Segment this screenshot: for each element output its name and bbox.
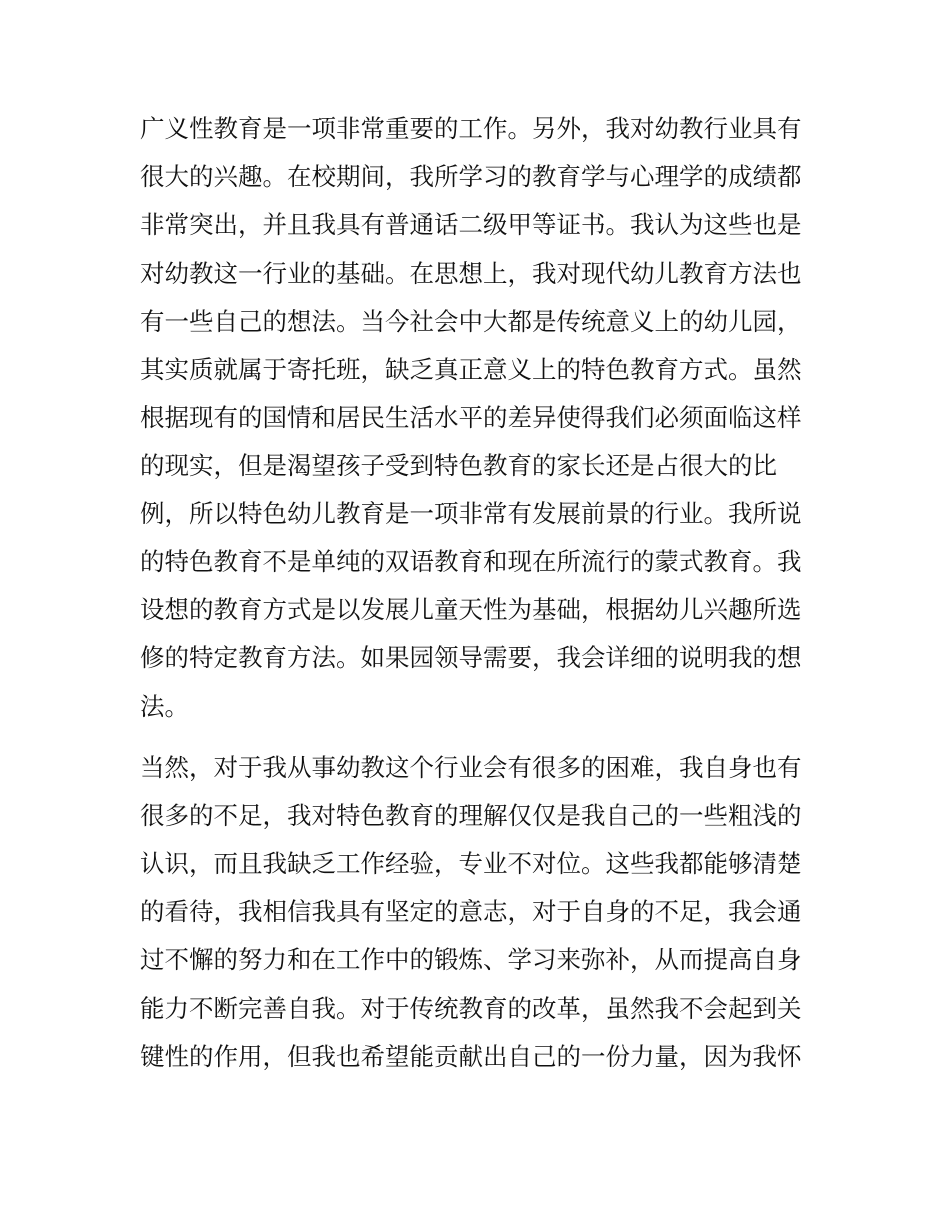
text-line: 很多的不足，我对特色教育的理解仅仅是我自己的一些粗浅的 (140, 801, 802, 830)
text-line: 很大的兴趣。在校期间，我所学习的教育学与心理学的成绩都 (140, 162, 802, 191)
text-line: 法。 (140, 692, 189, 721)
text-line: 的现实，但是渴望孩子受到特色教育的家长还是占很大的比 (140, 451, 777, 480)
text-line: 当然，对于我从事幼教这个行业会有很多的困难，我自身也有 (140, 753, 802, 782)
text-line: 过不懈的努力和在工作中的锻炼、学习来弥补，从而提高自身 (140, 945, 802, 974)
text-line: 键性的作用，但我也希望能贡献出自己的一份力量，因为我怀 (140, 1042, 802, 1071)
text-line: 例，所以特色幼儿教育是一项非常有发展前景的行业。我所说 (140, 499, 802, 528)
text-line: 其实质就属于寄托班，缺乏真正意义上的特色教育方式。虽然 (140, 355, 802, 384)
text-line: 认识，而且我缺乏工作经验，专业不对位。这些我都能够清楚 (140, 849, 802, 878)
text-line: 修的特定教育方法。如果园领导需要，我会详细的说明我的想 (140, 643, 802, 672)
text-line: 设想的教育方式是以发展儿童天性为基础，根据幼儿兴趣所选 (140, 595, 802, 624)
text-line: 非常突出，并且我具有普通话二级甲等证书。我认为这些也是 (140, 210, 802, 239)
text-line: 根据现有的国情和居民生活水平的差异使得我们必须面临这样 (140, 403, 802, 432)
text-line: 有一些自己的想法。当今社会中大都是传统意义上的幼儿园， (140, 307, 802, 336)
text-line: 能力不断完善自我。对于传统教育的改革，虽然我不会起到关 (140, 994, 802, 1023)
text-line: 的看待，我相信我具有坚定的意志，对于自身的不足，我会通 (140, 897, 802, 926)
text-line: 对幼教这一行业的基础。在思想上，我对现代幼儿教育方法也 (140, 259, 802, 288)
text-line: 的特色教育不是单纯的双语教育和现在所流行的蒙式教育。我 (140, 547, 802, 576)
text-line: 广义性教育是一项非常重要的工作。另外，我对幼教行业具有 (140, 114, 802, 143)
